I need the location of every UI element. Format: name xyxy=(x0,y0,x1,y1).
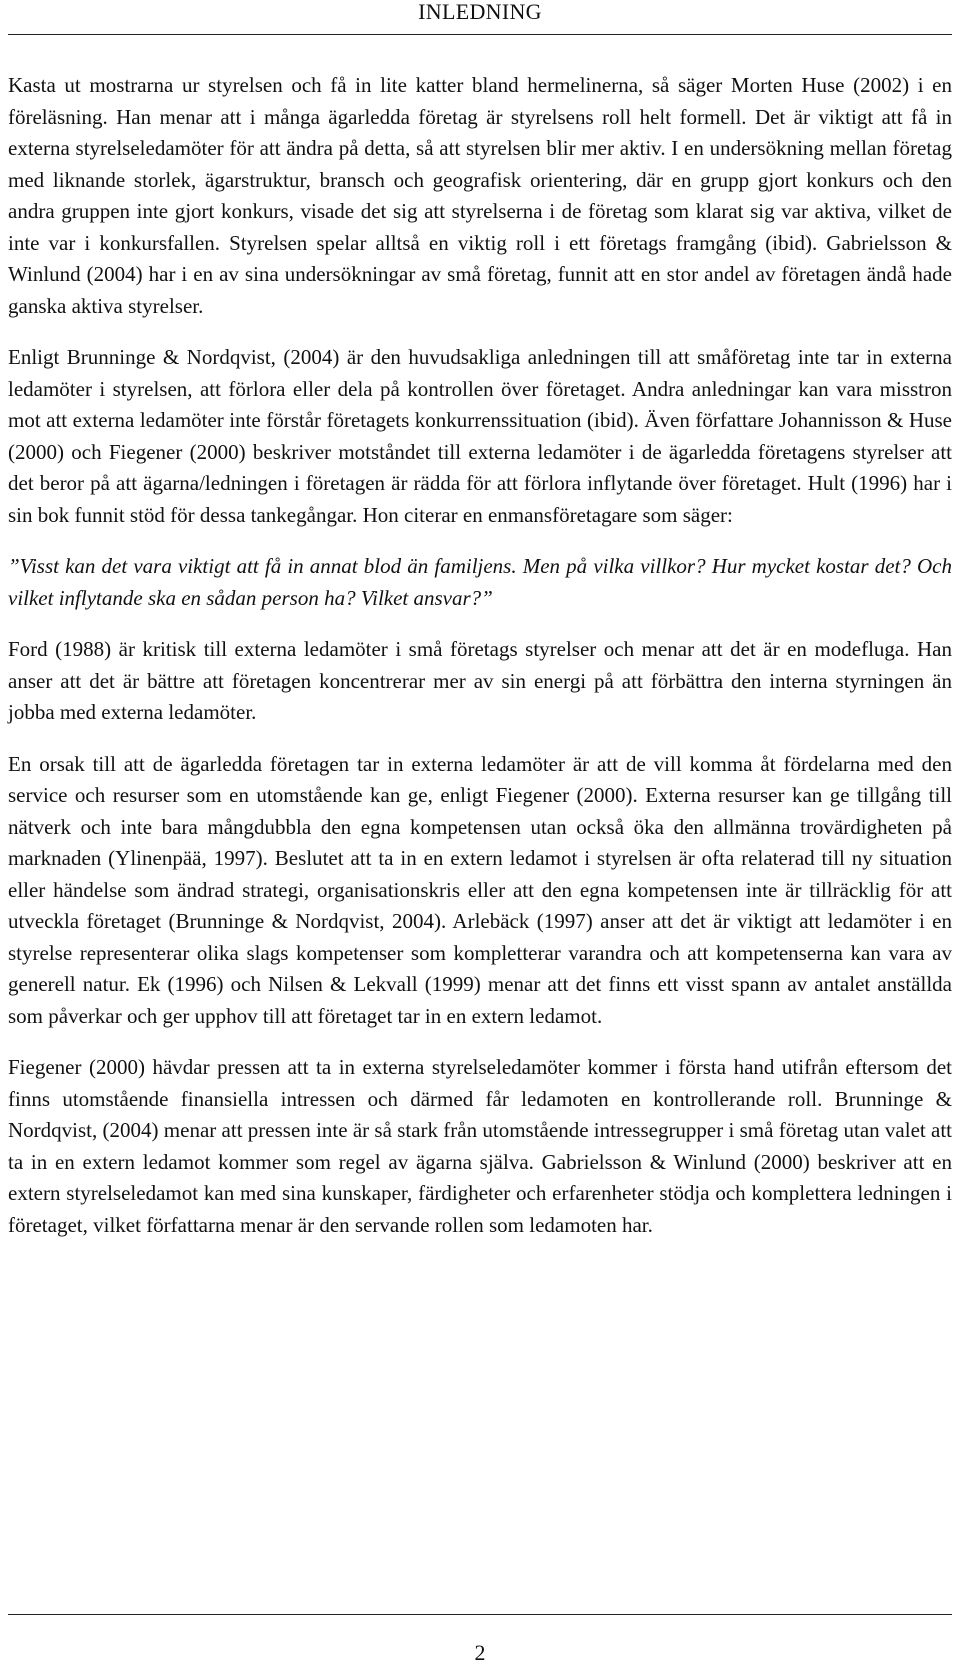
paragraph: Kasta ut mostrarna ur styrelsen och få in lite katter bland hermelinerna, så säger Morten Huse (2002) i en föreläsning. Han menar att i många ägarledda företag är styrelsens roll helt formell. Det är viktigt att få in externa styrelseledamöter för att ändra på detta, så att styrelsen blir mer aktiv. I en undersökning mellan företag med liknande storlek, ägarstruktur, bransch och geografisk orientering, där en grupp gjort konkurs och den andra gruppen inte gjort konkurs, visade det sig att styrelserna i de företag som klarat sig var aktiva, vilket de inte var i konkursfallen. Styrelsen spelar alltså en viktig roll i ett företags framgång (ibid). Gabrielsson & Winlund (2004) har i en av sina undersökningar av små företag, funnit att en stor andel av företagen ändå hade ganska aktiva styrelser. xyxy=(8,73,952,318)
header-divider xyxy=(8,34,952,35)
paragraph: Fiegener (2000) hävdar pressen att ta in externa styrelseledamöter kommer i första hand utifrån eftersom det finns utomstående finansiella intressen och därmed får ledamoten en kontrollerande roll. Brunninge & Nordqvist, (2004) menar att pressen inte är så stark från utomstående intressegrupper i små företag utan valet att ta in en extern ledamot kommer som regel av ägarna själva. Gabrielsson & Winlund (2000) beskriver att en extern styrelseledamot kan med sina kunskaper, färdigheter och erfarenheter stödja och komplettera ledningen i företaget, vilket författarna menar är den servande rollen som ledamoten har. xyxy=(8,1055,952,1237)
paragraph: Enligt Brunninge & Nordqvist, (2004) är den huvudsakliga anledningen till att småföretag inte tar in externa ledamöter i styrelsen, att förlora eller dela på kontrollen över företaget. Andra anledningar kan vara misstron mot att externa ledamöter inte förstår företagets konkurrenssituation (ibid). Även författare Johannisson & Huse (2000) och Fiegener (2000) beskriver motståndet till externa ledamöter i de ägarledda företagens styrelser att det beror på att ägarna/ledningen i företagen är rädda för att förlora inflytande över företaget. Hult (1996) har i sin bok funnit stöd för dessa tankegångar. Hon citerar en enmansföretagare som säger: xyxy=(8,345,952,527)
block-quote: ”Visst kan det vara viktigt att få in annat blod än familjens. Men på vilka villkor? Hur mycket kostar det? Och vilket inflytande ska en sådan person ha? Vilket ansvar?” xyxy=(8,554,952,610)
paragraph: En orsak till att de ägarledda företagen tar in externa ledamöter är att de vill komma åt fördelarna med den service och resurser som en utomstående kan ge, enligt Fiegener (2000). Externa resurser kan ge tillgång till nätverk och inte bara mångdubbla den egna kompetensen utan också öka den allmänna trovärdigheten på marknaden (Ylinenpää, 1997). Beslutet att ta in en extern ledamot i styrelsen är ofta relaterad till ny situation eller händelse som ändrad strategi, organisationskris eller att den egna kompetensen inte är tillräcklig för att utveckla företaget (Brunninge & Nordqvist, 2004). Arlebäck (1997) anser att det är viktigt att ledamöter i en styrelse representerar olika slags kompetenser som kompletterar varandra och att kompetenserna kan vara av generell natur. Ek (1996) och Nilsen & Lekvall (1999) menar att det finns ett visst spann av antalet anställda som påverkar och ger upphov till att företaget tar in en extern ledamot. xyxy=(8,751,952,1028)
running-header: INLEDNING xyxy=(418,0,542,24)
footer-divider xyxy=(8,1614,952,1615)
page-number: 2 xyxy=(474,1640,486,1665)
paragraph: Ford (1988) är kritisk till externa ledamöter i små företags styrelser och menar att det är en modefluga. Han anser att det är bättre att företagen koncentrerar mer av sin energi på att förbättra den interna styrningen än jobba med externa ledamöter. xyxy=(8,637,952,724)
body-text xyxy=(8,70,952,1261)
